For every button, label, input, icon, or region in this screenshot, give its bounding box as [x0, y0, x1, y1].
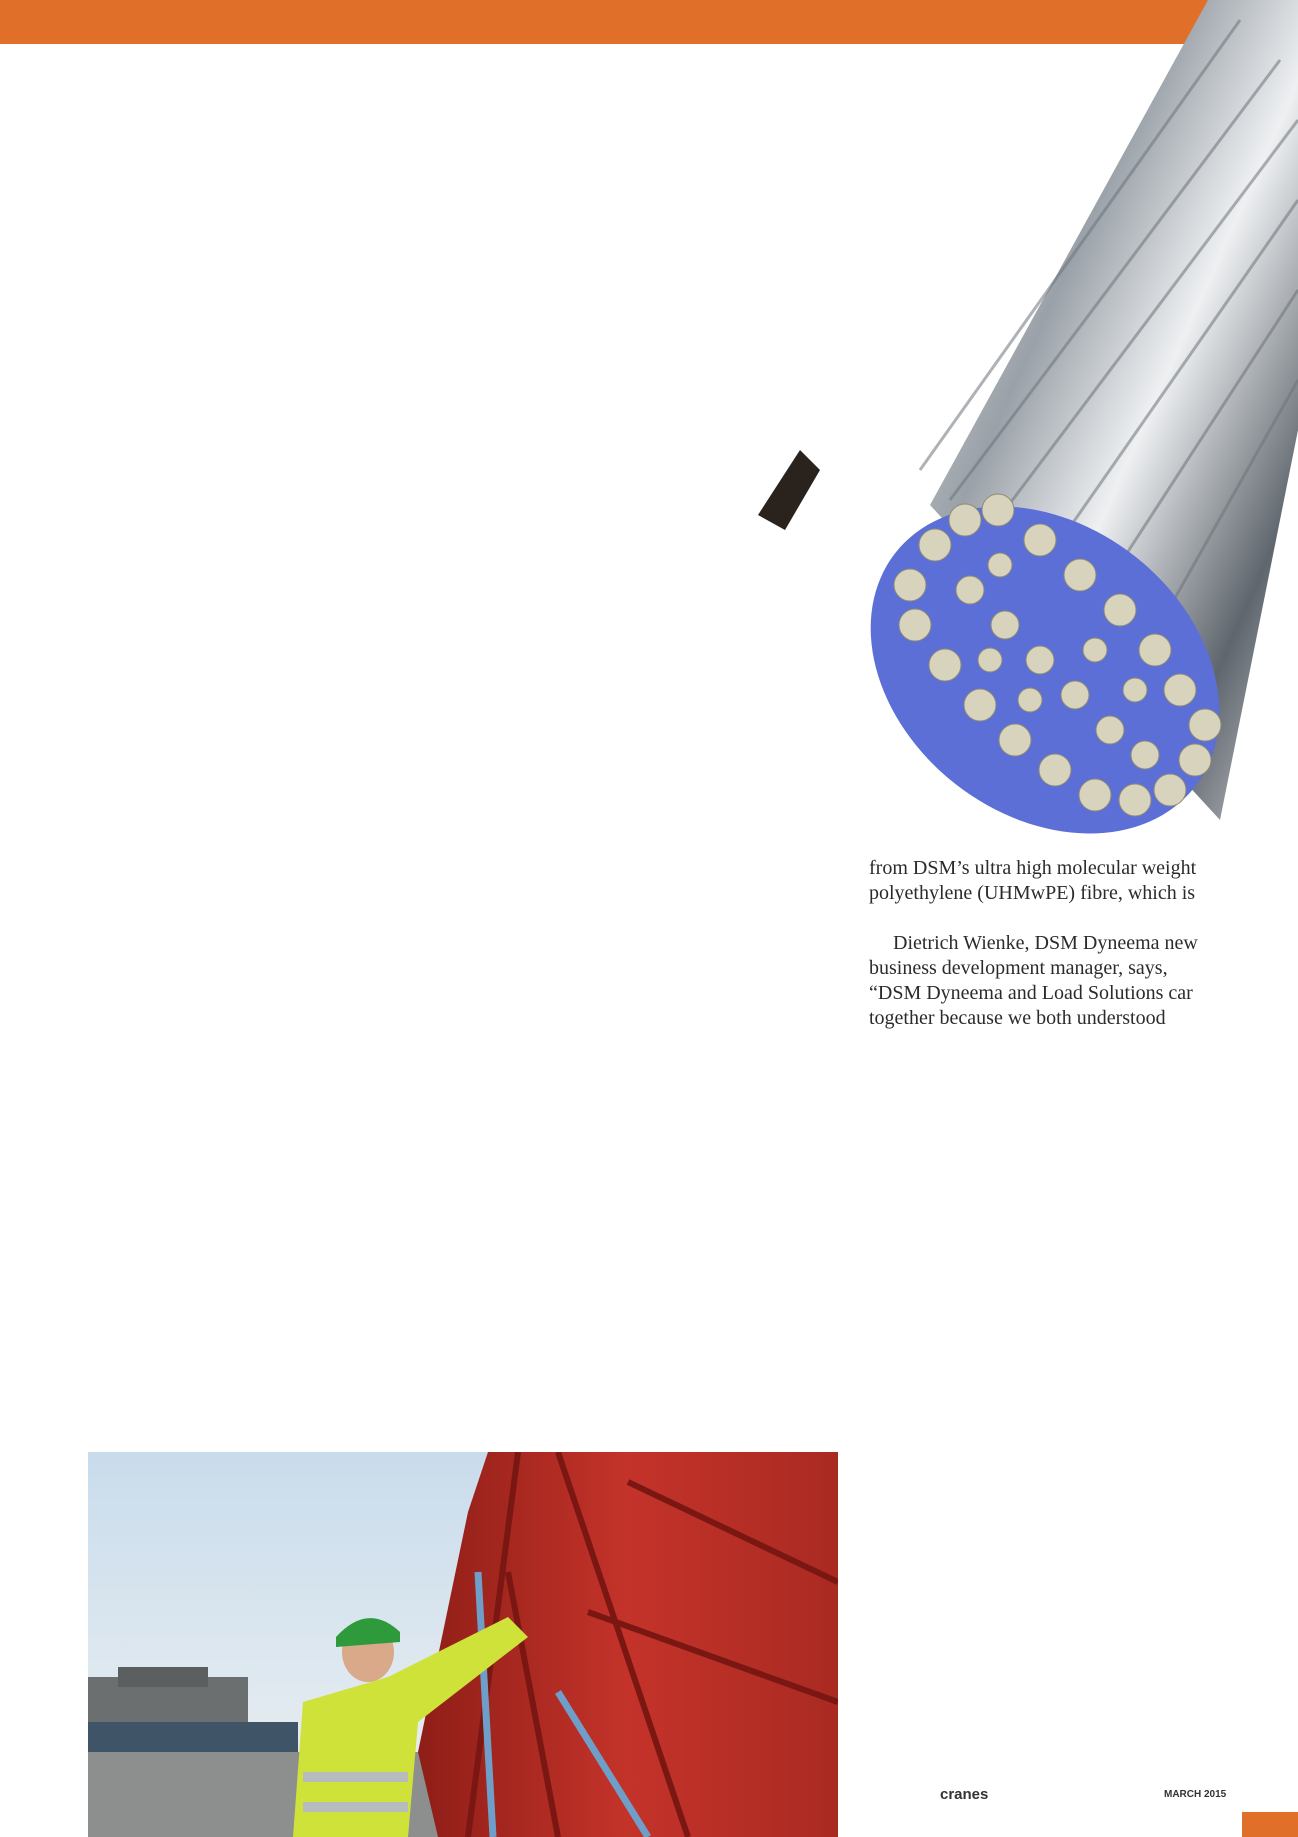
- text-line: Dietrich Wienke, DSM Dyneema new: [893, 932, 1198, 954]
- footer-date: MARCH 2015: [1164, 1789, 1227, 1800]
- paragraph-1: [869, 856, 1209, 906]
- wire-rope-image: [740, 0, 1298, 850]
- corner-accent-tab: [1242, 1812, 1298, 1837]
- text-line: together because we both understood: [869, 1007, 1166, 1029]
- text-line: from DSM’s ultra high molecular weight: [869, 857, 1197, 879]
- footer-brand: cranes: [940, 1786, 989, 1803]
- paragraph-2: [869, 931, 1209, 1031]
- worker-chain-photo: [88, 1452, 838, 1837]
- article-text-column: [869, 856, 1209, 1031]
- text-line: business development manager, says,: [869, 957, 1168, 979]
- text-line: “DSM Dyneema and Load Solutions car: [869, 982, 1193, 1004]
- text-line: polyethylene (UHMwPE) fibre, which is: [869, 882, 1196, 904]
